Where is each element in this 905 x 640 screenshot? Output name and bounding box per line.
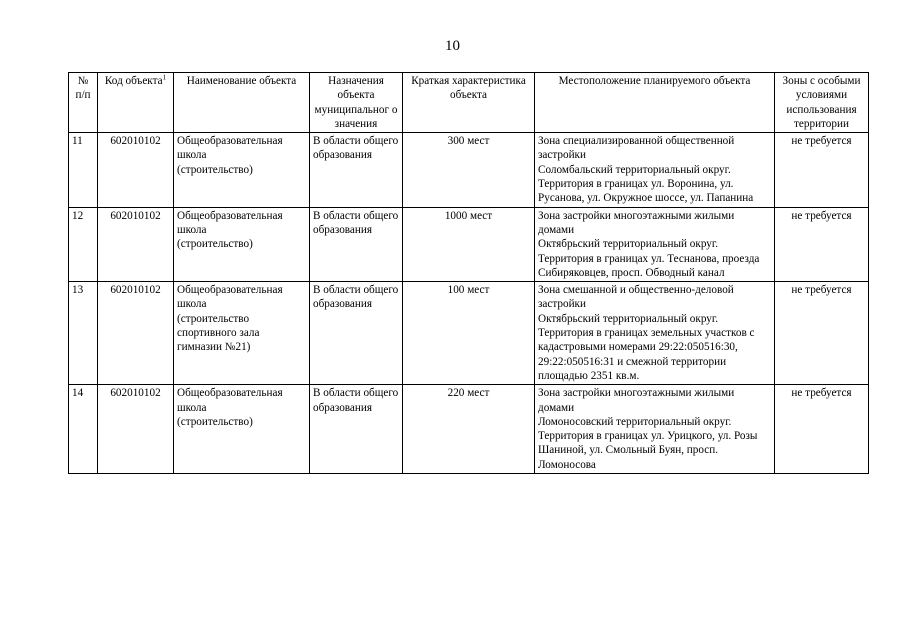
cell-characteristic: 100 мест — [403, 282, 535, 385]
cell-purpose: В области общего образования — [310, 385, 403, 474]
header-num: № п/п — [69, 73, 98, 133]
cell-location: Зона застройки многоэтажными жилыми домами Ломоносовский территориальный округ. Территория в границах ул. Урицкого, ул. Розы Шаниной, ул. Смольный Буян, просп. Ломоносова — [535, 385, 775, 474]
header-location: Местоположение планируемого объекта — [535, 73, 775, 133]
page-number: 10 — [445, 38, 460, 54]
header-characteristic: Краткая характеристика объекта — [403, 73, 535, 133]
cell-characteristic: 1000 мест — [403, 207, 535, 281]
cell-code: 602010102 — [98, 282, 174, 385]
cell-name: Общеобразовательная школа (строительство) — [174, 385, 310, 474]
cell-code: 602010102 — [98, 385, 174, 474]
cell-location: Зона застройки многоэтажными жилыми домами Октябрьский территориальный округ. Территория в границах ул. Теснанова, проезда Сибиряковцев, просп. Обводный канал — [535, 207, 775, 281]
cell-characteristic: 300 мест — [403, 133, 535, 207]
cell-location: Зона смешанной и общественно-деловой застройки Октябрьский территориальный округ. Территория в границах земельных участков с кадастровыми номерами 29:22:050516:30, 29:22:050516:31 и смежной территории площадью 2351 кв.м. — [535, 282, 775, 385]
table-row — [69, 385, 869, 474]
cell-zones: не требуется — [775, 207, 869, 281]
table-header-row — [69, 73, 869, 133]
cell-code: 602010102 — [98, 133, 174, 207]
cell-num: 11 — [69, 133, 98, 207]
cell-num: 14 — [69, 385, 98, 474]
table-row — [69, 133, 869, 207]
table-row — [69, 282, 869, 385]
table-row — [69, 207, 869, 281]
planned-objects-table — [68, 72, 869, 474]
cell-purpose: В области общего образования — [310, 133, 403, 207]
cell-characteristic: 220 мест — [403, 385, 535, 474]
cell-name: Общеобразовательная школа (строительство спортивного зала гимназии №21) — [174, 282, 310, 385]
cell-zones: не требуется — [775, 385, 869, 474]
cell-zones: не требуется — [775, 282, 869, 385]
cell-purpose: В области общего образования — [310, 207, 403, 281]
cell-num: 12 — [69, 207, 98, 281]
cell-location: Зона специализированной общественной застройки Соломбальский территориальный округ. Территория в границах ул. Воронина, ул. Русанова, ул. Окружное шоссе, ул. Папанина — [535, 133, 775, 207]
header-zones: Зоны с особыми условиями использования территории — [775, 73, 869, 133]
cell-zones: не требуется — [775, 133, 869, 207]
header-code — [98, 73, 174, 133]
cell-name: Общеобразовательная школа (строительство) — [174, 207, 310, 281]
cell-num: 13 — [69, 282, 98, 385]
code-footnote-mark: 1 — [162, 73, 167, 82]
header-code-label: Код объекта — [104, 75, 163, 87]
cell-name: Общеобразовательная школа (строительство) — [174, 133, 310, 207]
header-purpose: Назначения объекта муниципальног о значения — [310, 73, 403, 133]
header-name: Наименование объекта — [174, 73, 310, 133]
cell-code: 602010102 — [98, 207, 174, 281]
cell-purpose: В области общего образования — [310, 282, 403, 385]
